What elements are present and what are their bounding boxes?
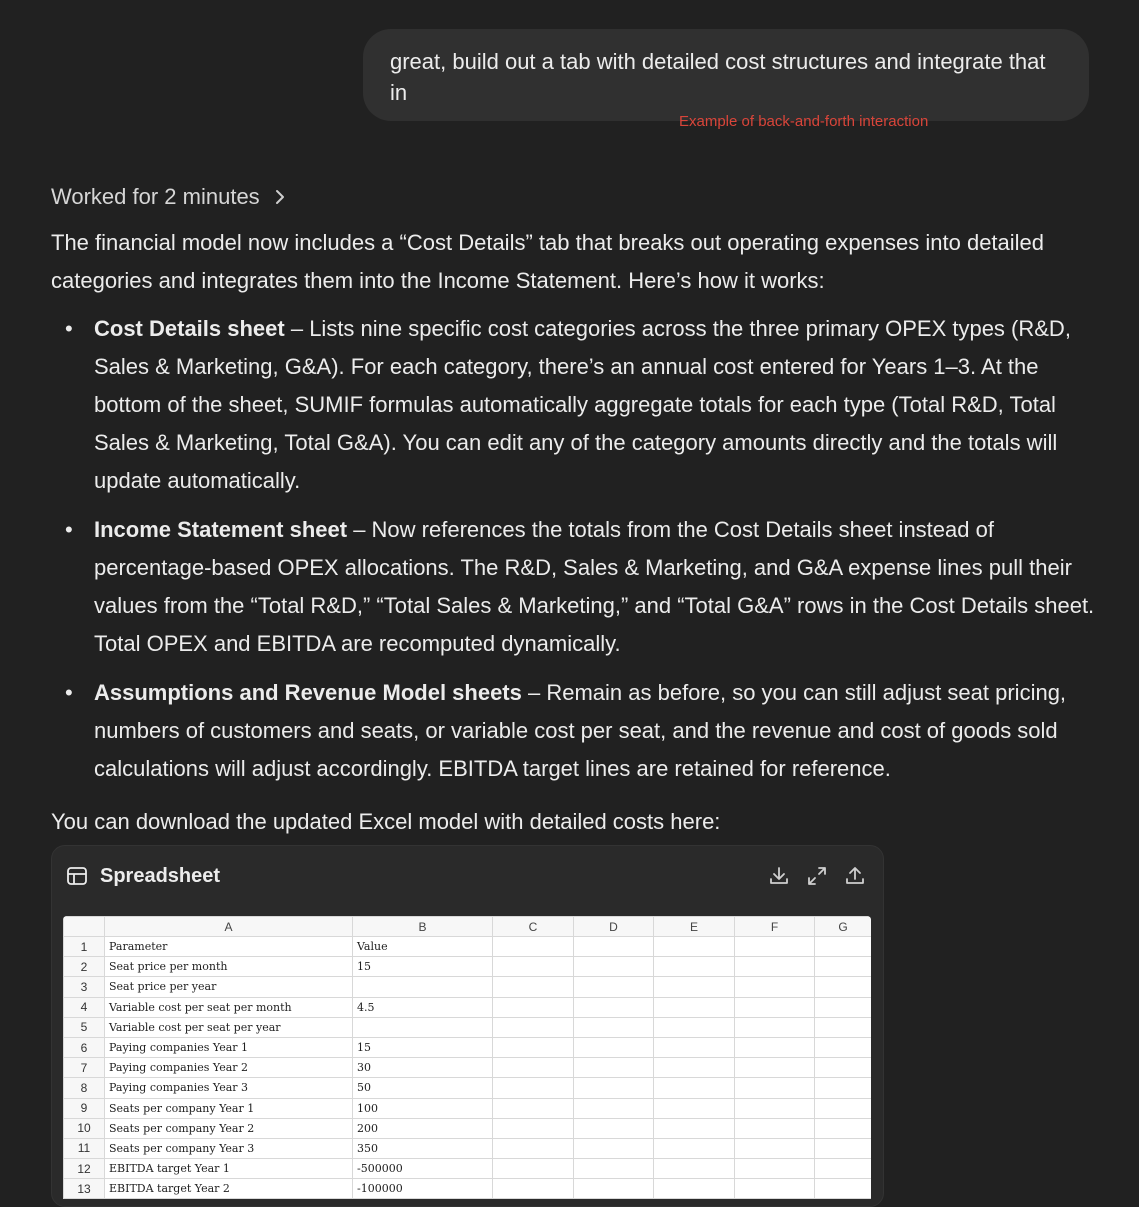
row-number[interactable]: 9 [64, 1098, 105, 1118]
cell-f[interactable] [735, 977, 815, 997]
cell-e[interactable] [654, 937, 735, 957]
cell-e[interactable] [654, 1138, 735, 1158]
row-number[interactable]: 11 [64, 1138, 105, 1158]
cell-f[interactable] [735, 937, 815, 957]
list-item [51, 310, 1096, 500]
cell-c[interactable] [493, 1058, 574, 1078]
row-number[interactable]: 4 [64, 997, 105, 1017]
cell-c[interactable] [493, 997, 574, 1017]
cell-a[interactable]: Paying companies Year 2 [105, 1058, 353, 1078]
row-number[interactable]: 5 [64, 1017, 105, 1037]
cell-a[interactable]: Paying companies Year 1 [105, 1037, 353, 1057]
expand-icon [805, 864, 829, 888]
share-button[interactable] [843, 864, 867, 888]
cell-c[interactable] [493, 937, 574, 957]
cell-a[interactable]: Seat price per month [105, 957, 353, 977]
cell-g[interactable] [815, 1138, 872, 1158]
bullet-text: – Now references the totals from the Cost Details sheet instead of percentage-based OPEX allocations. The R&D, Sales & Marketing, and G&A expense lines pull their values from the “Total R&D,” “Total Sales & Marketing,” and “Total G&A” rows in the Cost Details sheet. Total OPEX and EBITDA are recomputed dynamically. [94, 517, 1095, 656]
cell-e[interactable] [654, 997, 735, 1017]
cell-d[interactable] [574, 1017, 654, 1037]
row-number[interactable]: 6 [64, 1037, 105, 1057]
cell-f[interactable] [735, 957, 815, 977]
table-row [64, 1098, 872, 1118]
bullet-icon: • [65, 680, 73, 705]
download-icon [767, 864, 791, 888]
column-header[interactable]: C [493, 917, 574, 937]
row-number[interactable]: 1 [64, 937, 105, 957]
column-header[interactable]: E [654, 917, 735, 937]
worked-for-label: Worked for 2 minutes [51, 184, 260, 209]
cell-g[interactable] [815, 1159, 872, 1179]
cell-d[interactable] [574, 1037, 654, 1057]
cell-f[interactable] [735, 1017, 815, 1037]
cell-f[interactable] [735, 1159, 815, 1179]
column-header[interactable]: G [815, 917, 872, 937]
cell-e[interactable] [654, 1058, 735, 1078]
spreadsheet-grid[interactable] [63, 916, 871, 1199]
cell-d[interactable] [574, 997, 654, 1017]
download-button[interactable] [767, 864, 791, 888]
bullet-title: Cost Details sheet [94, 316, 285, 341]
cell-d[interactable] [574, 1138, 654, 1158]
column-header[interactable]: D [574, 917, 654, 937]
cell-d[interactable] [574, 1118, 654, 1138]
cell-e[interactable] [654, 1159, 735, 1179]
cell-b[interactable]: -100000 [353, 1179, 493, 1199]
cell-b[interactable] [353, 1017, 493, 1037]
cell-c[interactable] [493, 977, 574, 997]
cell-b[interactable]: 100 [353, 1098, 493, 1118]
table-row [64, 1017, 872, 1037]
row-number[interactable]: 7 [64, 1058, 105, 1078]
cell-d[interactable] [574, 957, 654, 977]
download-text: You can download the updated Excel model with detailed costs here: [51, 809, 721, 834]
table-row [64, 1138, 872, 1158]
cell-g[interactable] [815, 977, 872, 997]
cell-c[interactable] [493, 1098, 574, 1118]
assistant-intro: The financial model now includes a “Cost Details” tab that breaks out operating expenses into detailed categories and integrates them into the Income Statement. Here’s how it works: [51, 230, 1045, 293]
table-row [64, 977, 872, 997]
cell-e[interactable] [654, 977, 735, 997]
row-number[interactable]: 13 [64, 1179, 105, 1199]
spreadsheet-header [52, 846, 883, 906]
corner-cell[interactable] [64, 917, 105, 937]
cell-c[interactable] [493, 1078, 574, 1098]
cell-g[interactable] [815, 1118, 872, 1138]
table-row [64, 997, 872, 1017]
table-row [64, 937, 872, 957]
cell-f[interactable] [735, 1098, 815, 1118]
spreadsheet-table [63, 916, 871, 1199]
table-row [64, 1118, 872, 1138]
spreadsheet-card[interactable] [51, 845, 884, 1207]
cell-c[interactable] [493, 1138, 574, 1158]
spreadsheet-title: Spreadsheet [100, 864, 221, 887]
cell-e[interactable] [654, 1118, 735, 1138]
cell-f[interactable] [735, 1058, 815, 1078]
cell-a[interactable]: Seats per company Year 2 [105, 1118, 353, 1138]
user-message-text: great, build out a tab with detailed cost structures and integrate that in [390, 49, 1046, 105]
cell-b[interactable]: 200 [353, 1118, 493, 1138]
cell-d[interactable] [574, 977, 654, 997]
cell-b[interactable]: 30 [353, 1058, 493, 1078]
cell-d[interactable] [574, 1098, 654, 1118]
cell-d[interactable] [574, 1179, 654, 1199]
bullet-list [51, 310, 1096, 799]
cell-c[interactable] [493, 957, 574, 977]
chevron-right-icon [274, 188, 286, 206]
table-row [64, 1179, 872, 1199]
cell-g[interactable] [815, 997, 872, 1017]
table-icon [66, 865, 88, 887]
column-header[interactable]: B [353, 917, 493, 937]
cell-f[interactable] [735, 1118, 815, 1138]
cell-e[interactable] [654, 1078, 735, 1098]
table-row [64, 1159, 872, 1179]
cell-a[interactable]: EBITDA target Year 1 [105, 1159, 353, 1179]
cell-c[interactable] [493, 1037, 574, 1057]
cell-b[interactable]: 4.5 [353, 997, 493, 1017]
cell-f[interactable] [735, 997, 815, 1017]
row-number[interactable]: 10 [64, 1118, 105, 1138]
bullet-title: Assumptions and Revenue Model sheets [94, 680, 522, 705]
cell-a[interactable]: Seats per company Year 3 [105, 1138, 353, 1158]
cell-a[interactable]: Variable cost per seat per month [105, 997, 353, 1017]
row-number[interactable]: 2 [64, 957, 105, 977]
cell-a[interactable]: EBITDA target Year 2 [105, 1179, 353, 1199]
bullet-icon: • [65, 517, 73, 542]
cell-c[interactable] [493, 1118, 574, 1138]
cell-g[interactable] [815, 1098, 872, 1118]
table-row [64, 1037, 872, 1057]
cell-b[interactable]: Value [353, 937, 493, 957]
cell-d[interactable] [574, 937, 654, 957]
table-row [64, 957, 872, 977]
expand-button[interactable] [805, 864, 829, 888]
bullet-title: Income Statement sheet [94, 517, 348, 542]
bullet-icon: • [65, 316, 73, 341]
cell-d[interactable] [574, 1159, 654, 1179]
cell-a[interactable]: Seat price per year [105, 977, 353, 997]
cell-f[interactable] [735, 1179, 815, 1199]
cell-c[interactable] [493, 1017, 574, 1037]
column-header[interactable]: F [735, 917, 815, 937]
bullet-text: – Lists nine specific cost categories across the three primary OPEX types (R&D, Sales & Marketing, G&A). For each category, there’s an annual cost entered for Years 1–3. At the bottom of the sheet, SUMIF formulas automatically aggregate totals for each type (Total R&D, Total Sales & Marketing, Total G&A). You can edit any of the category amounts directly and the totals will update automatically. [94, 316, 1071, 493]
row-number[interactable]: 12 [64, 1159, 105, 1179]
cell-e[interactable] [654, 1179, 735, 1199]
user-message-bubble [363, 29, 1089, 121]
cell-c[interactable] [493, 1179, 574, 1199]
cell-g[interactable] [815, 1058, 872, 1078]
cell-b[interactable]: 50 [353, 1078, 493, 1098]
cell-d[interactable] [574, 1058, 654, 1078]
cell-e[interactable] [654, 1037, 735, 1057]
cell-c[interactable] [493, 1159, 574, 1179]
cell-f[interactable] [735, 1078, 815, 1098]
cell-e[interactable] [654, 1098, 735, 1118]
cell-b[interactable]: 350 [353, 1138, 493, 1158]
row-number[interactable]: 8 [64, 1078, 105, 1098]
cell-d[interactable] [574, 1078, 654, 1098]
cell-g[interactable] [815, 957, 872, 977]
table-row [64, 1078, 872, 1098]
cell-b[interactable] [353, 977, 493, 997]
cell-e[interactable] [654, 1017, 735, 1037]
column-header[interactable]: A [105, 917, 353, 937]
cell-b[interactable]: 15 [353, 1037, 493, 1057]
cell-g[interactable] [815, 1179, 872, 1199]
cell-f[interactable] [735, 1037, 815, 1057]
bullet-text: – Remain as before, so you can still adjust seat pricing, numbers of customers and seats, or variable cost per seat, and the revenue and cost of goods sold calculations will adjust accordingly. EBITDA target lines are retained for reference. [94, 680, 1067, 781]
cell-e[interactable] [654, 957, 735, 977]
cell-a[interactable]: Paying companies Year 3 [105, 1078, 353, 1098]
spreadsheet-actions [767, 864, 867, 888]
cell-g[interactable] [815, 1078, 872, 1098]
cell-a[interactable]: Variable cost per seat per year [105, 1017, 353, 1037]
column-header-row [64, 917, 872, 937]
cell-b[interactable]: 15 [353, 957, 493, 977]
list-item [51, 511, 1096, 663]
cell-g[interactable] [815, 1037, 872, 1057]
row-number[interactable]: 3 [64, 977, 105, 997]
cell-g[interactable] [815, 937, 872, 957]
share-icon [843, 864, 867, 888]
worked-for-toggle[interactable] [51, 184, 286, 210]
table-row [64, 1058, 872, 1078]
cell-f[interactable] [735, 1138, 815, 1158]
list-item [51, 674, 1096, 788]
cell-a[interactable]: Parameter [105, 937, 353, 957]
cell-b[interactable]: -500000 [353, 1159, 493, 1179]
cell-g[interactable] [815, 1017, 872, 1037]
annotation-label: Example of back-and-forth interaction [679, 113, 929, 130]
cell-a[interactable]: Seats per company Year 1 [105, 1098, 353, 1118]
